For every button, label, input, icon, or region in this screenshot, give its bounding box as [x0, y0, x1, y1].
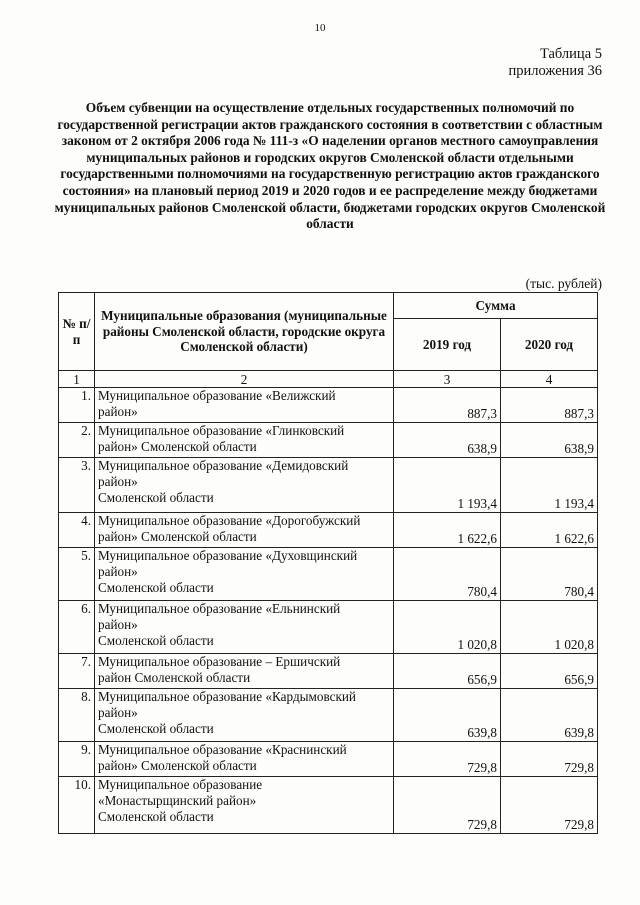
municipality-name [95, 513, 394, 548]
municipality-name-line: Муниципальное образование [98, 777, 263, 792]
table-label: Таблица 5 [539, 46, 602, 62]
table-row [59, 458, 598, 513]
municipality-name-line: район Смоленской области [98, 670, 251, 685]
table-row [59, 654, 598, 689]
municipality-name-line: район» [98, 617, 138, 632]
row-number: 5. [59, 548, 95, 601]
column-index-row [59, 371, 598, 388]
municipality-name-line: Муниципальное образование «Демидовский [98, 458, 349, 473]
amount-2019: 1 622,6 [394, 513, 501, 548]
municipality-name-line: Муниципальное образование «Велижский [98, 388, 336, 403]
municipality-name [95, 689, 394, 742]
municipality-name [95, 654, 394, 689]
amount-2019: 1 020,8 [394, 601, 501, 654]
row-number: 7. [59, 654, 95, 689]
header-number: № п/п [59, 293, 95, 371]
amount-2019: 729,8 [394, 742, 501, 777]
municipality-name-line: район» Смоленской области [98, 439, 257, 454]
municipality-name-line: Смоленской области [98, 580, 214, 595]
municipality-name-line: Муниципальное образование «Духовщинский [98, 548, 358, 563]
municipality-name-line: Смоленской области [98, 633, 214, 648]
amount-2020: 1 020,8 [501, 601, 598, 654]
amount-2019: 638,9 [394, 423, 501, 458]
municipality-name [95, 777, 394, 834]
table-row [59, 423, 598, 458]
amount-2020: 1 622,6 [501, 513, 598, 548]
amount-2019: 887,3 [394, 388, 501, 423]
header-2020: 2020 год [501, 319, 598, 371]
amount-2020: 656,9 [501, 654, 598, 689]
municipality-name-line: район» [98, 474, 138, 489]
amount-2019: 780,4 [394, 548, 501, 601]
table-row [59, 777, 598, 834]
municipality-name-line: район» [98, 564, 138, 579]
municipality-name-line: Муниципальное образование «Дорогобужский [98, 513, 361, 528]
column-index: 4 [501, 371, 598, 388]
municipality-name [95, 601, 394, 654]
row-number: 4. [59, 513, 95, 548]
municipality-name-line: район» Смоленской области [98, 529, 257, 544]
municipality-name-line: Смоленской области [98, 490, 214, 505]
municipality-name-line: Муниципальное образование – Ершичский [98, 654, 341, 669]
amount-2020: 729,8 [501, 742, 598, 777]
amount-2020: 1 193,4 [501, 458, 598, 513]
municipality-name [95, 742, 394, 777]
units-label: (тыс. рублей) [525, 276, 602, 291]
subvention-table [58, 292, 598, 834]
column-index: 3 [394, 371, 501, 388]
row-number: 9. [59, 742, 95, 777]
document-title: Объем субвенции на осуществление отдельных государственных полномочий по государственной регистрации актов гражданского состояния в соответствии с областным законом от 2 октября 2006 года № 111-з «О наделении органов местного самоуправления муниципальных районов и городских округов Смоленской области отдельными государственными полномочиями на государственную регистрацию актов гражданского состояния» на плановый период 2019 и 2020 годов и ее распределение между бюджетами муниципальных районов Смоленской области, бюджетами городских округов Смоленской области [54, 100, 606, 232]
table-reference [509, 46, 602, 80]
column-index: 1 [59, 371, 95, 388]
municipality-name-line: район» Смоленской области [98, 758, 257, 773]
amount-2020: 639,8 [501, 689, 598, 742]
row-number: 1. [59, 388, 95, 423]
row-number: 10. [59, 777, 95, 834]
column-index: 2 [95, 371, 394, 388]
row-number: 2. [59, 423, 95, 458]
amount-2020: 887,3 [501, 388, 598, 423]
municipality-name [95, 548, 394, 601]
municipality-name-line: «Монастырщинский район» [98, 793, 257, 808]
municipality-name-line: Муниципальное образование «Кардымовский [98, 689, 356, 704]
header-sum: Сумма [394, 293, 598, 319]
table-row [59, 742, 598, 777]
page-number: 10 [314, 22, 326, 34]
appendix-label: приложения 36 [508, 63, 602, 79]
municipality-name-line: Муниципальное образование «Ельнинский [98, 601, 341, 616]
table-row [59, 548, 598, 601]
table-row [59, 689, 598, 742]
municipality-name-line: район» [98, 705, 138, 720]
municipality-name [95, 458, 394, 513]
municipality-name-line: Муниципальное образование «Глинковский [98, 423, 345, 438]
amount-2020: 729,8 [501, 777, 598, 834]
amount-2020: 638,9 [501, 423, 598, 458]
table-row [59, 513, 598, 548]
municipality-name [95, 388, 394, 423]
header-entity: Муниципальные образования (муниципальные районы Смоленской области, городские округа Смоленской области) [95, 293, 394, 371]
table-row [59, 601, 598, 654]
municipality-name [95, 423, 394, 458]
row-number: 3. [59, 458, 95, 513]
municipality-name-line: район» [98, 404, 138, 419]
row-number: 6. [59, 601, 95, 654]
amount-2019: 656,9 [394, 654, 501, 689]
amount-2019: 729,8 [394, 777, 501, 834]
table-row [59, 388, 598, 423]
header-2019: 2019 год [394, 319, 501, 371]
amount-2020: 780,4 [501, 548, 598, 601]
amount-2019: 639,8 [394, 689, 501, 742]
municipality-name-line: Смоленской области [98, 721, 214, 736]
row-number: 8. [59, 689, 95, 742]
amount-2019: 1 193,4 [394, 458, 501, 513]
municipality-name-line: Смоленской области [98, 809, 214, 824]
municipality-name-line: Муниципальное образование «Краснинский [98, 742, 347, 757]
